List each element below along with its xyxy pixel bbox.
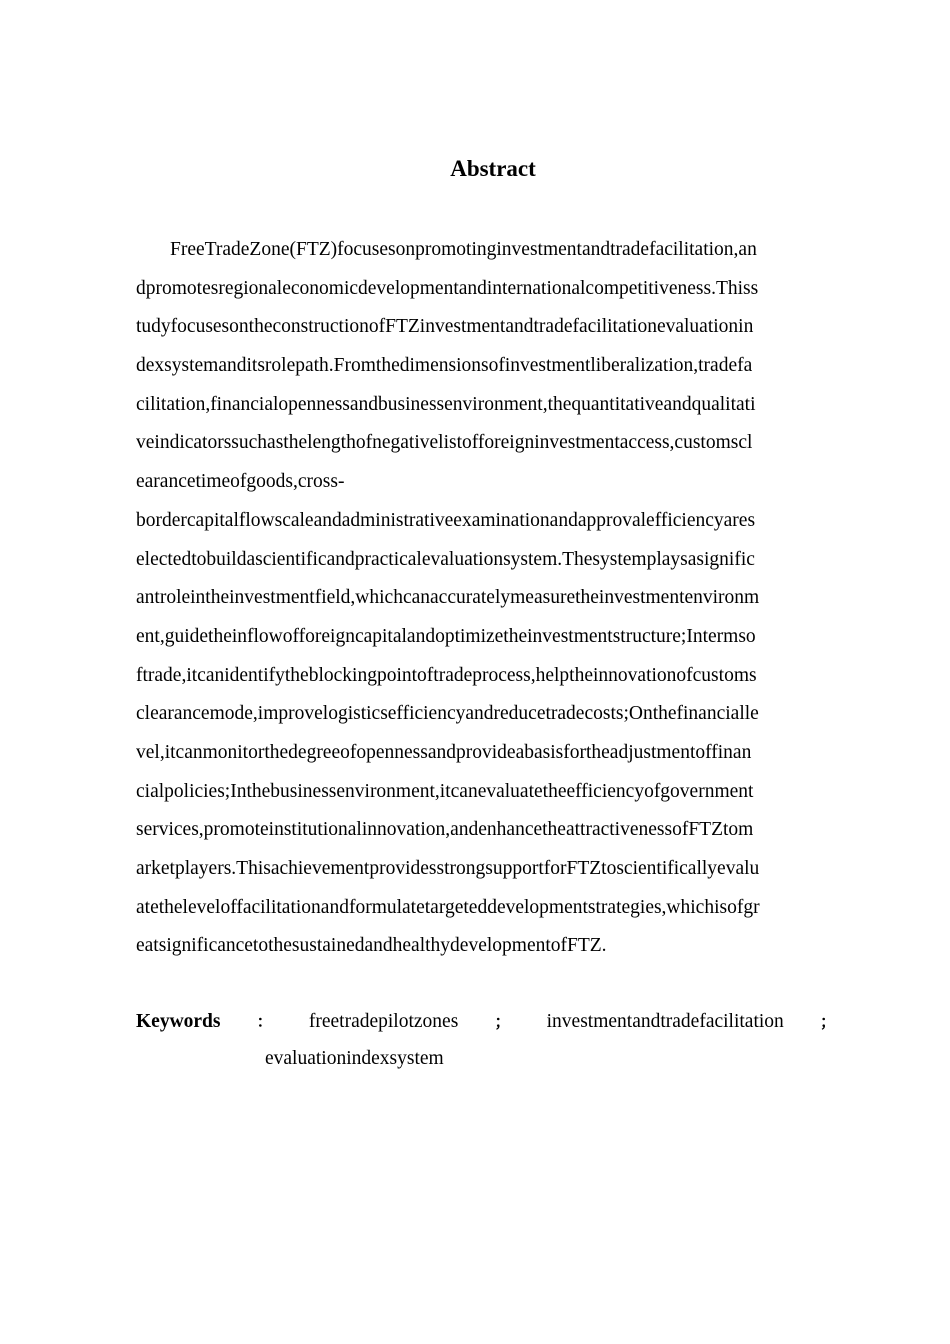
keyword-separator: ； [494,1014,511,1031]
keyword-separator: ； [819,1014,836,1031]
abstract-heading: Abstract [450,156,536,181]
abstract-line: electedtobuildascientificandpracticalevaluationsystem.Thesystemplaysasignific [136,548,755,570]
keywords-row [136,1004,836,1041]
abstract-line: arketplayers.ThisachievementprovidesstrongsupportforFTZtoscientificallyevalu [136,858,760,879]
abstract-line: cialpolicies;Inthebusinessenvironment,itcanevaluatetheefficiencyofgovernment [136,780,754,802]
keywords-row [136,1041,836,1077]
abstract-line: ent,guidetheinflowofforeigncapitalandoptimizetheinvestmentstructure;Intermso [136,625,756,647]
keywords-label: Keywords [136,1011,221,1032]
abstract-line: earancetimeofgoods,cross- [136,471,345,493]
abstract-line: dexsystemanditsrolepath.Fromthedimensionsofinvestmentliberalization,tradefa [136,355,753,377]
abstract-body [136,231,856,966]
keyword-item: evaluationindexsystem [265,1048,444,1069]
abstract-line: FreeTradeZone(FTZ)focusesonpromotinginvestmentandtradefacilitation,an [170,239,757,260]
keywords-block [136,1004,836,1077]
abstract-line: services,promoteinstitutionalinnovation,andenhancetheattractivenessofFTZtom [136,819,754,841]
abstract-line: clearancemode,improvelogisticsefficiencyandreducetradecosts;Onthefinancialle [136,703,759,725]
abstract-line: atetheleveloffacilitationandformulatetargeteddevelopmentstrategies,whichisofgr [136,896,760,918]
abstract-line: antroleintheinvestmentfield,whichcanaccuratelymeasuretheinvestmentenvironm [136,587,760,609]
keyword-item: investmentandtradefacilitation [546,1011,784,1032]
keywords-colon: ： [256,1014,273,1031]
keyword-item: freetradepilotzones [308,1011,459,1032]
abstract-line: veindicatorssuchasthelengthofnegativelistofforeigninvestmentaccess,customscl [136,432,753,454]
abstract-line: cilitation,financialopennessandbusinessenvironment,thequantitativeandqualitati [136,393,756,415]
abstract-line: eatsignificancetothesustainedandhealthydevelopmentofFTZ. [136,935,607,957]
abstract-line: vel,itcanmonitorthedegreeofopennessandprovideabasisfortheadjustmentoffinan [136,741,752,763]
abstract-line: tudyfocusesontheconstructionofFTZinvestmentandtradefacilitationevaluationin [136,316,754,338]
abstract-line: bordercapitalflowscaleandadministrativeexaminationandapprovalefficiencyares [136,509,756,531]
abstract-line: dpromotesregionaleconomicdevelopmentandinternationalcompetitiveness.Thiss [136,277,759,299]
abstract-line: ftrade,itcanidentifytheblockingpointoftradeprocess,helptheinnovationofcustoms [136,664,757,686]
